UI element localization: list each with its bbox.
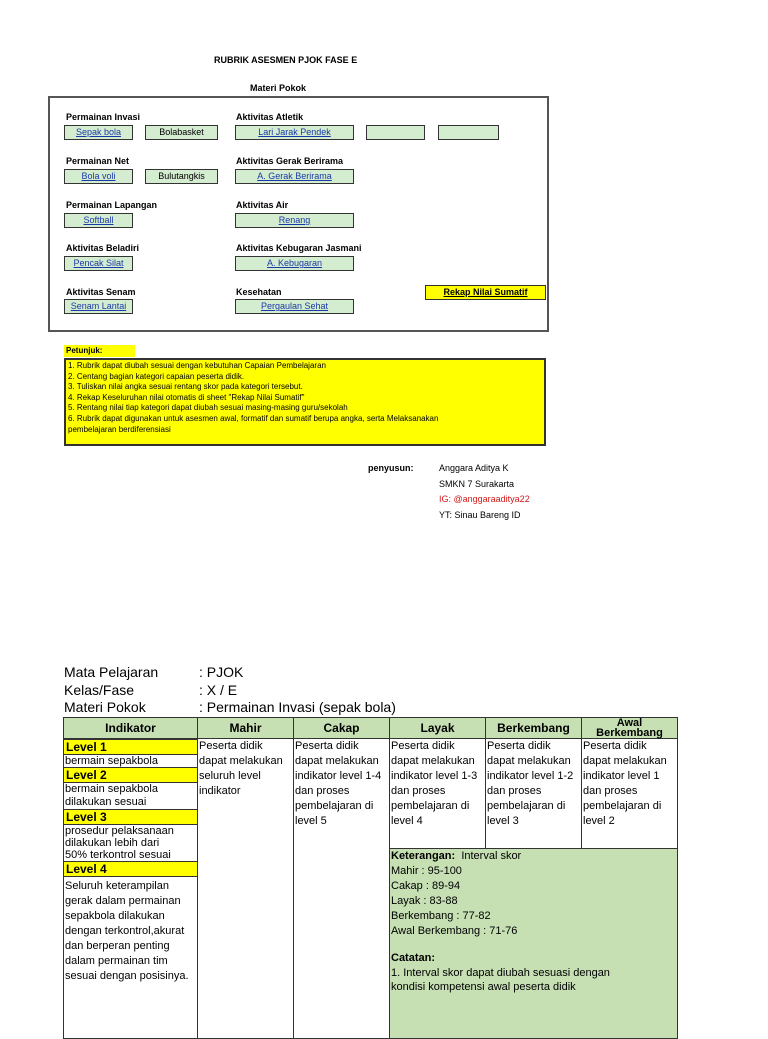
author-name: Anggara Aditya K xyxy=(439,463,509,473)
author-school: SMKN 7 Surakarta xyxy=(439,479,515,489)
label-gerak-berirama: Aktivitas Gerak Berirama xyxy=(236,156,344,166)
level-2-text: dilakukan sesuai xyxy=(65,796,147,808)
awal-berkembang-cell: Peserta didik dapat melakukan indikator level 1 dan proses pembelajaran di level 2 xyxy=(582,739,678,849)
link-senam-lantai[interactable]: Senam Lantai xyxy=(64,299,133,314)
header-mahir: Mahir xyxy=(198,718,294,739)
author-youtube: YT: Sinau Bareng ID xyxy=(439,510,521,520)
penyusun-label: penyusun: xyxy=(368,463,414,473)
interval-mahir: Mahir : 95-100 xyxy=(391,865,462,877)
petunjuk-line: 3. Tuliskan nilai angka sesuai rentang skor pada kategori tersebut. xyxy=(68,382,303,392)
level-1-label: Level 1 xyxy=(63,739,198,755)
kelas-value: : X / E xyxy=(199,682,238,698)
kelas-label: Kelas/Fase xyxy=(64,682,135,698)
petunjuk-line: 6. Rubrik dapat digunakan untuk asesmen awal, formatif dan sumatif berupa angka, serta Melaksanakan xyxy=(68,413,439,423)
petunjuk-line: 2. Centang bagian kategori capaian peserta didik. xyxy=(68,371,245,381)
level-4-text: Seluruh keterampilan gerak dalam permainan sepakbola dilakukan dengan terkontrol,akurat dan berperan penting dalam permainan tim sesuai dengan posisinya. xyxy=(65,880,189,982)
interval-awal: Awal Berkembang : 71-76 xyxy=(391,925,518,937)
catatan-label: Catatan: xyxy=(391,952,436,964)
layak-cell: Peserta didik dapat melakukan indikator level 1-3 dan proses pembelajaran di level 4 xyxy=(390,739,486,849)
materi-value: : Permainan Invasi (sepak bola) xyxy=(199,699,396,715)
link-bolabasket[interactable]: Bolabasket xyxy=(145,125,218,140)
mahir-cell: Peserta didik dapat melakukan seluruh level indikator xyxy=(198,739,294,1039)
link-sepak-bola[interactable]: Sepak bola xyxy=(64,125,133,140)
berkembang-cell: Peserta didik dapat melakukan indikator level 1-2 dan proses pembelajaran di level 3 xyxy=(486,739,582,849)
page-title: RUBRIK ASESMEN PJOK FASE E xyxy=(214,55,358,65)
interval-cakap: Cakap : 89-94 xyxy=(391,880,461,892)
link-renang[interactable]: Renang xyxy=(235,213,354,228)
petunjuk-line: 5. Rentang nilai tiap kategori dapat diubah sesuai masing-masing guru/sekolah xyxy=(68,403,348,413)
petunjuk-line: pembelajaran berdiferensiasi xyxy=(68,424,171,434)
level-3-label: Level 3 xyxy=(63,809,198,825)
mapel-label: Mata Pelajaran xyxy=(64,664,159,680)
label-aktivitas-beladiri: Aktivitas Beladiri xyxy=(66,243,140,253)
interval-layak: Layak : 83-88 xyxy=(391,895,458,907)
keterangan-label: Keterangan: xyxy=(391,850,456,862)
materi-pokok-heading: Materi Pokok xyxy=(250,83,307,93)
empty-cell-1 xyxy=(366,125,425,140)
catatan-line: 1. Interval skor dapat diubah sesuasi dengan xyxy=(391,967,610,979)
label-permainan-lapangan: Permainan Lapangan xyxy=(66,200,158,210)
label-kesehatan: Kesehatan xyxy=(236,287,282,297)
level-3-text: dilakukan lebih dari xyxy=(65,837,160,849)
empty-cell-2 xyxy=(438,125,499,140)
label-permainan-invasi: Permainan Invasi xyxy=(66,112,141,122)
materi-label: Materi Pokok xyxy=(64,699,146,715)
level-2-text: bermain sepakbola xyxy=(65,783,158,795)
link-pergaulan-sehat[interactable]: Pergaulan Sehat xyxy=(235,299,354,314)
keterangan-cell xyxy=(390,849,678,1039)
indikator-cell xyxy=(64,739,198,1039)
petunjuk-label: Petunjuk: xyxy=(64,345,135,357)
rekap-nilai-button[interactable]: Rekap Nilai Sumatif xyxy=(425,285,546,300)
level-3-text: prosedur pelaksanaan xyxy=(65,825,174,837)
link-kebugaran[interactable]: A. Kebugaran xyxy=(235,256,354,271)
header-layak: Layak xyxy=(390,718,486,739)
header-cakap: Cakap xyxy=(294,718,390,739)
petunjuk-line: 4. Rekap Keseluruhan nilai otomatis di sheet "Rekap Nilai Sumatif" xyxy=(68,392,305,402)
level-1-text: bermain sepakbola xyxy=(65,755,158,767)
rubric-table xyxy=(63,717,678,1039)
label-permainan-net: Permainan Net xyxy=(66,156,130,166)
level-2-label: Level 2 xyxy=(63,767,198,783)
label-kebugaran-jasmani: Aktivitas Kebugaran Jasmani xyxy=(236,243,362,253)
label-aktivitas-air: Aktivitas Air xyxy=(236,200,289,210)
label-aktivitas-atletik: Aktivitas Atletik xyxy=(236,112,304,122)
interval-label: Interval skor xyxy=(461,850,522,862)
petunjuk-line: 1. Rubrik dapat diubah sesuai dengan kebutuhan Capaian Pembelajaran xyxy=(68,361,326,370)
header-awal-berkembang: Awal Berkembang xyxy=(582,718,678,739)
header-berkembang: Berkembang xyxy=(486,718,582,739)
catatan-line: kondisi kompetensi awal peserta didik xyxy=(391,981,576,993)
level-3-text: 50% terkontrol sesuai xyxy=(65,849,171,861)
header-indikator: Indikator xyxy=(64,718,198,739)
link-gerak-berirama[interactable]: A. Gerak Berirama xyxy=(235,169,354,184)
link-bola-voli[interactable]: Bola voli xyxy=(64,169,133,184)
label-aktivitas-senam: Aktivitas Senam xyxy=(66,287,136,297)
link-bulutangkis[interactable]: Bulutangkis xyxy=(145,169,218,184)
link-softball[interactable]: Softball xyxy=(64,213,133,228)
interval-berkembang: Berkembang : 77-82 xyxy=(391,910,491,922)
level-4-label: Level 4 xyxy=(63,861,198,877)
mapel-value: : PJOK xyxy=(199,664,244,680)
author-instagram: IG: @anggaraaditya22 xyxy=(439,494,530,504)
petunjuk-box xyxy=(64,358,546,446)
link-pencak-silat[interactable]: Pencak Silat xyxy=(64,256,133,271)
cakap-cell: Peserta didik dapat melakukan indikator level 1-4 dan proses pembelajaran di level 5 xyxy=(294,739,390,1039)
link-lari-jarak-pendek[interactable]: Lari Jarak Pendek xyxy=(235,125,354,140)
